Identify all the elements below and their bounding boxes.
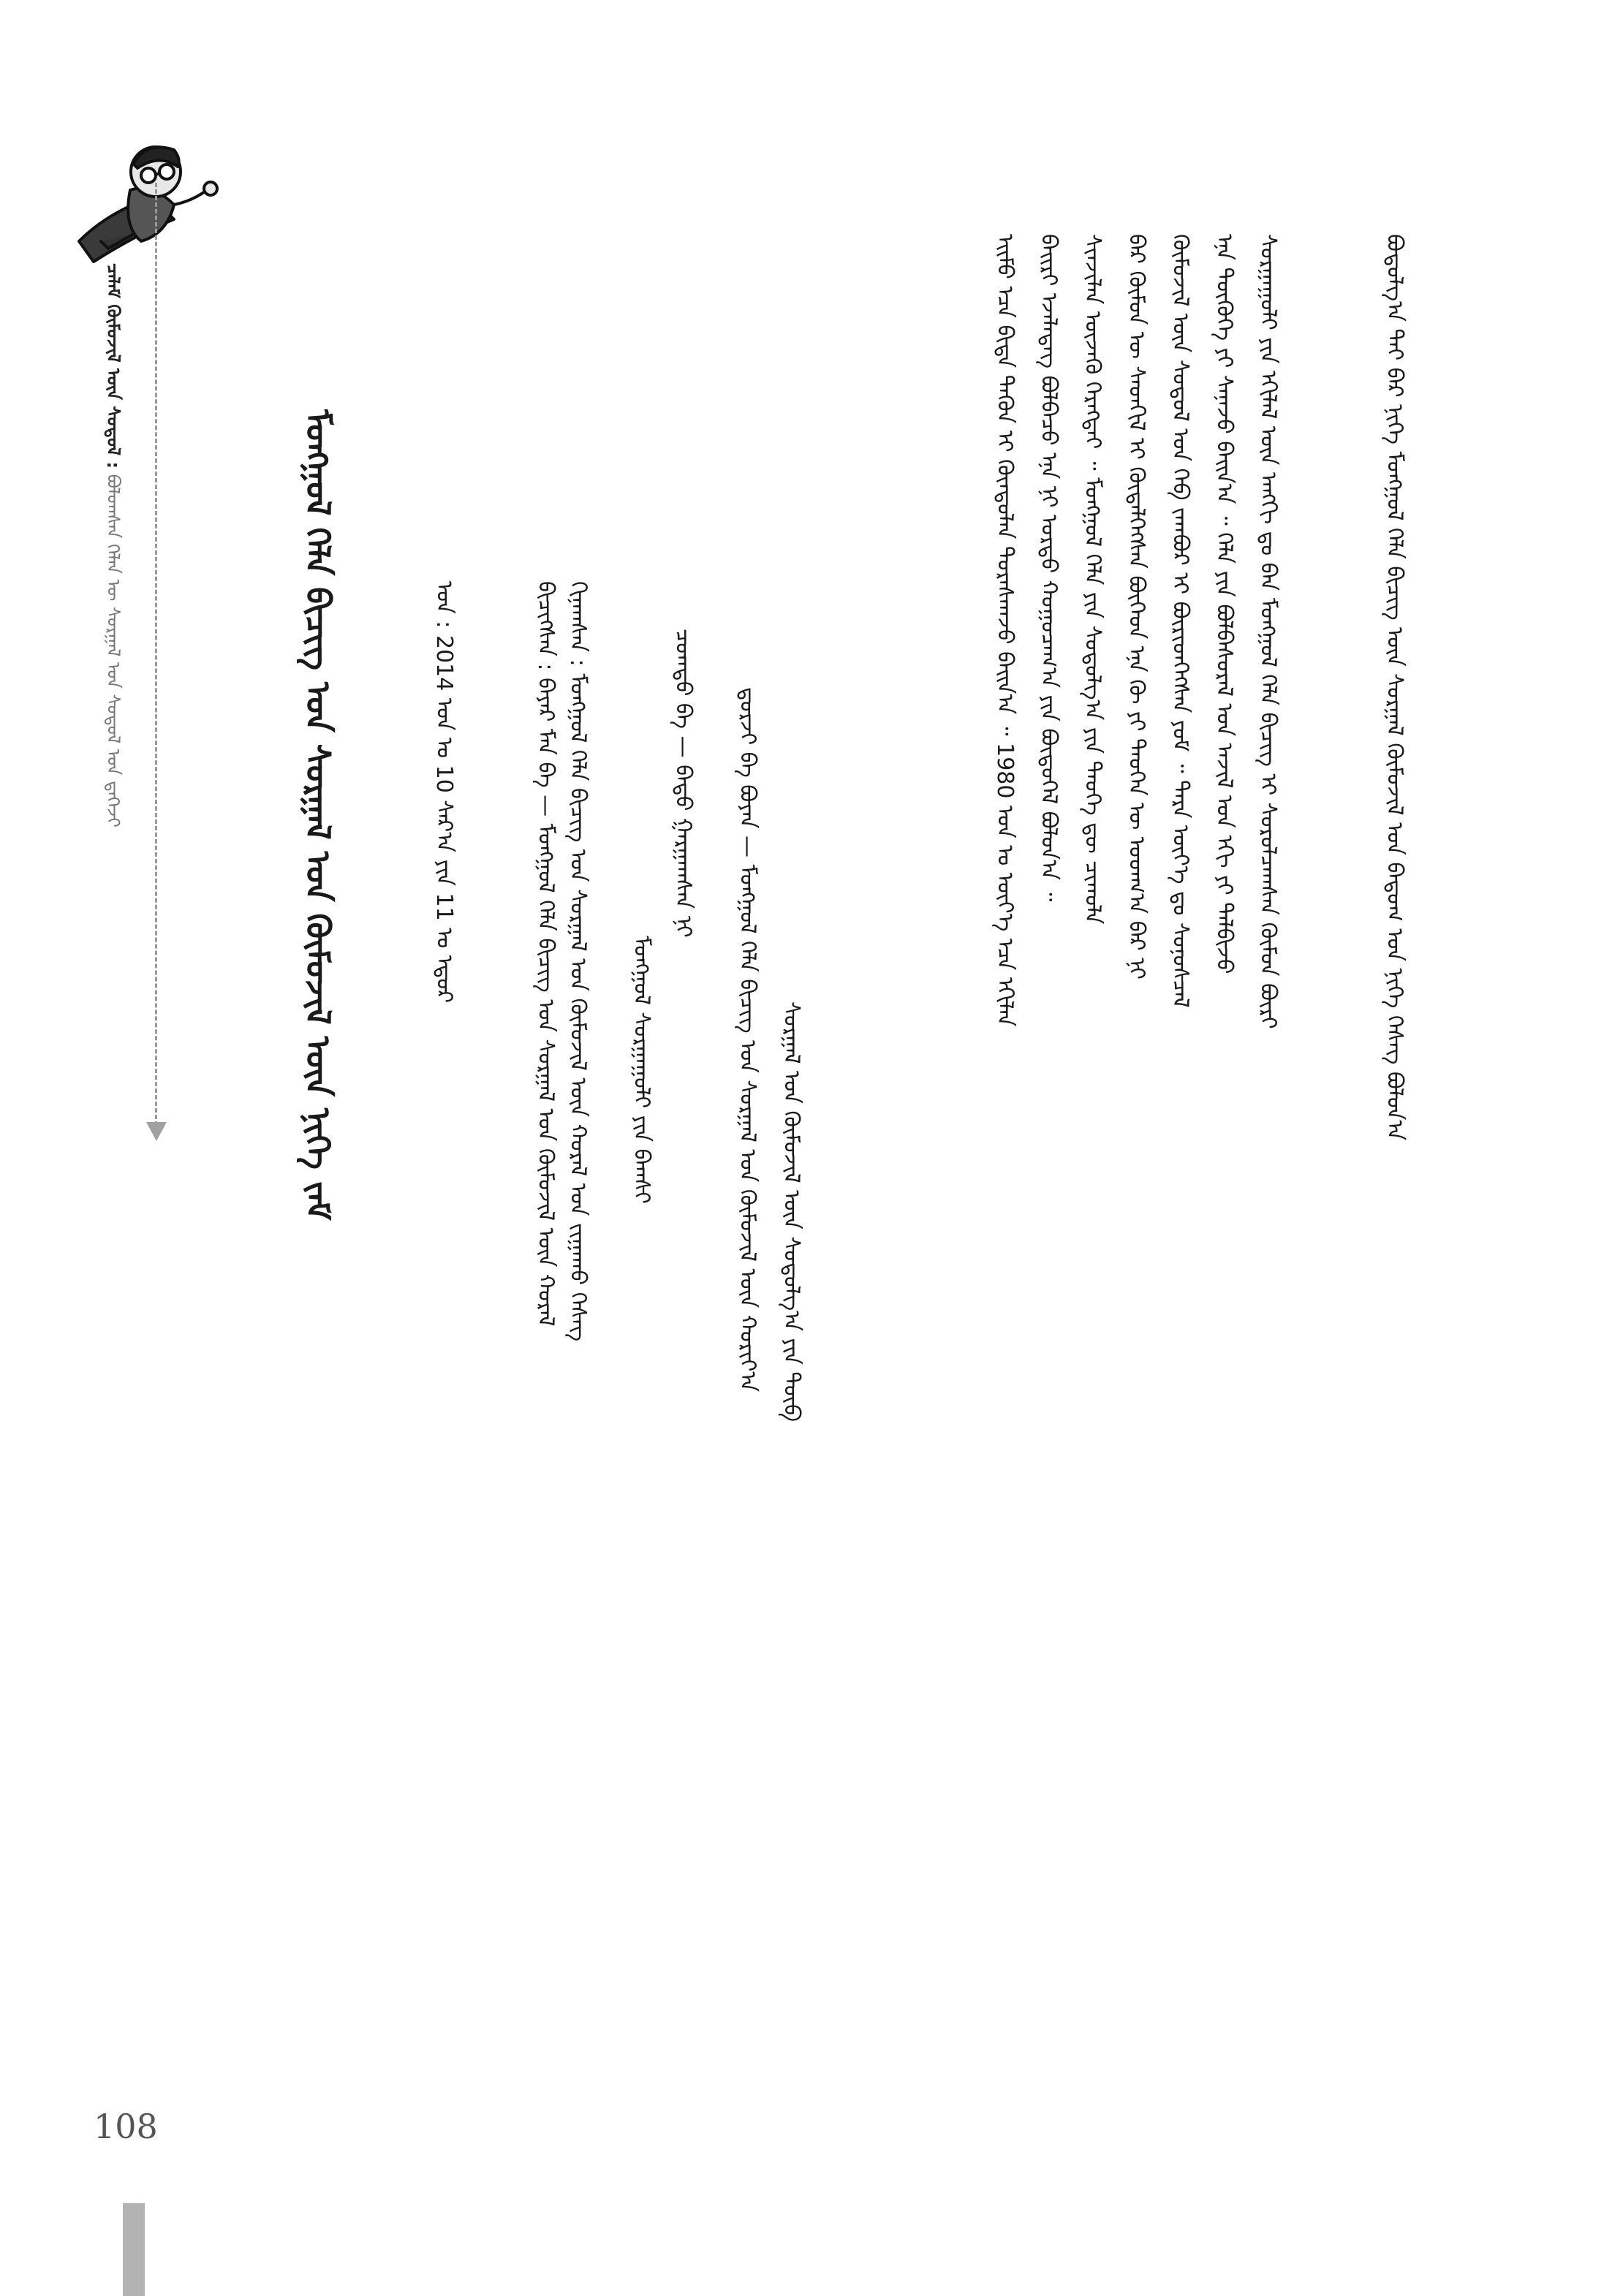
paragraph-column: ᠰᠤᠷᠭᠠᠭᠤᠯᠢ ᠶᠢᠨ ᠡᠬᠢᠯᠡᠯ ᠦᠨ ᠠᠩᠭᠢ ᠳᠤ ᠪᠡᠨ ᠮᠣᠩᠭᠣᠯ ᠬᠡᠯᠡ ᠪᠢᠴᠢᠭ ᠢ ᠰᠤᠷᠤᠯᠴᠠᠭᠰᠠᠨ ᠬᠦᠮᠦᠨ ᠪᠦᠷᠢ (1255, 234, 1281, 1029)
paragraph-column: ᠡᠢᠮᠦ ᠡᠴᠡ ᠪᠢᠳᠡ ᠲᠡᠭᠦᠨ ᠢ ᠬᠦᠨᠳᠦᠯᠡᠨ ᠳᠤᠷᠠᠰᠬᠠᠵᠤ ᠪᠠᠢᠨ᠎ᠠ ᠃ 1980 ᠣᠨ ᠤ ᠦᠶ᠎ᠡ ᠡᠴᠡ ᠡᠬᠢᠯᠡᠨ (992, 234, 1018, 1027)
signature-line: ᠳ᠋ᠣᠷᠵᠢ ᠪᠠ ᠪᠤᠶᠠᠨ — ᠮᠣᠩᠭᠣᠯ ᠬᠡᠯᠡ ᠪᠢᠴᠢᠭ ᠤᠨ ᠰᠤᠷᠭᠠᠯ ᠤᠨ ᠬᠦᠮᠦᠵᠢᠯ ᠦᠨ ᠬᠣᠷᠢᠶ᠎ᠠ (735, 687, 760, 1393)
running-header-section: ᠴᠠᠯᠠᠮ ᠬᠦᠮᠦᠵᠢᠯ ᠦᠨ ᠰᠤᠳᠤᠯ : (103, 263, 124, 469)
paragraph-column: ᠰᠢᠨᠵᠢᠯᠡᠨ ᠦᠵᠡᠬᠦ ᠬᠡᠷᠡᠭᠲᠡᠢ ᠃ ᠮᠣᠩᠭᠣᠯ ᠬᠡᠯᠡ ᠶᠢᠨ ᠰᠤᠳᠤᠯᠭ᠎ᠠ ᠶᠢᠨ ᠲᠡᠦᠬᠡ ᠳᠦ ᠴᠢᠬᠤᠯᠠ (1080, 234, 1105, 925)
paragraph-column: ᠪᠠᠢᠷᠢ ᠡᠵᠡᠯᠡᠳᠡᠭ ᠪᠣᠯᠪᠠᠴᠤ ᠡᠨᠡ ᠨᠢ ᠤᠷᠲᠤ ᠬᠤᠭᠤᠴᠠᠭ᠎ᠠ ᠶᠢᠨ ᠪᠦᠲᠦᠭᠡᠯ ᠪᠣᠯᠤᠨ᠎ᠠ ᠃ (1036, 234, 1062, 902)
signature-line: ᠪᠢᠴᠢᠭᠰᠡᠨ : ᠪᠠᠶᠠᠷ ᠮᠠᠨ ᠪᠠ — ᠮᠣᠩᠭᠣᠯ ᠬᠡᠯᠡ ᠪᠢᠴᠢᠭ ᠤᠨ ᠰᠤᠷᠭᠠᠯ ᠤᠨ ᠬᠦᠮᠦᠵᠢᠯ ᠦᠨ ᠬᠤᠷᠠᠯ (533, 581, 559, 1327)
page-number: 108 (94, 2107, 158, 2146)
mascot-illustration (64, 132, 225, 278)
signature-line: ᠰᠤᠷᠭᠠᠯ ᠤᠨ ᠬᠦᠮᠦᠵᠢᠯ ᠦᠨ ᠰᠤᠳᠤᠯᠭ᠎ᠠ ᠶᠢᠨ ᠲᠥᠪ (779, 1001, 804, 1422)
running-header-subtitle: ᠪᠣᠯᠤᠭᠰᠠᠨ ᠬᠡᠯᠡᠨ ᠦ ᠰᠤᠷᠭᠠᠯ ᠤᠨ ᠰᠤᠳᠤᠯ ᠤᠨ ᠳ᠋ᠡᠭᠡᠵᠢ (103, 474, 124, 827)
paragraph-column: ᠪᠠᠷ ᠬᠦᠮᠦᠨ ᠦ ᠰᠡᠳᠬᠢᠯ ᠢ ᠬᠥᠳᠡᠯᠭᠡᠭᠰᠡᠨ ᠪᠥᠭᠡᠳ ᠡᠨᠡ ᠬᠦ ᠶᠢ ᠲᠡᠦᠬᠡᠨ ᠦ ᠤᠳᠬ᠎ᠠ ᠪᠡᠷ ᠨᠢ (1124, 234, 1149, 980)
article-title: ᠮᠣᠩᠭᠣᠯ ᠬᠡᠯᠡ ᠪᠢᠴᠢᠭ ᠤᠨ ᠰᠤᠷᠭᠠᠯ ᠤᠨ ᠬᠦᠮᠦᠵᠢᠯ ᠦᠨ ᠨᠢᠭᠡ ᠵᠠᠮ (298, 409, 338, 1221)
header-dashed-line (155, 183, 157, 1126)
paragraph-column: ᠬᠦᠮᠦᠵᠢᠯ ᠦᠨ ᠰᠤᠳᠤᠯ ᠤᠨ ᠬᠡᠪ ᠵᠠᠭᠪᠤᠷ ᠢ ᠪᠦᠷᠢᠳᠬᠡᠭᠰᠡᠨ ᠶᠤᠮ ᠃ ᠲᠡᠷᠡ ᠦᠶ᠎ᠡ ᠳᠤ ᠰᠣᠨᠣᠰᠴᠠᠯ (1168, 234, 1193, 1008)
signature-line: ᠴᠣᠭᠲᠤ ᠪᠠ — ᠪᠠᠲᠤ ᠭᠠᠷᠭᠠᠭᠰᠠᠨ ᠨᠢ (670, 629, 696, 938)
signature-line: ᠬᠢᠨᠠᠭᠰᠠᠨ : ᠮᠣᠩᠭᠣᠯ ᠬᠡᠯᠡ ᠪᠢᠴᠢᠭ ᠤᠨ ᠰᠤᠷᠭᠠᠯ ᠤᠨ ᠬᠦᠮᠦᠵᠢᠯ ᠦᠨ ᠬᠤᠷᠠᠯ ᠤᠨ ᠵᠢᠭᠠᠬᠤ ᠬᠡᠰᠡᠭ (565, 581, 591, 1342)
header-arrow-icon (146, 1122, 167, 1141)
page-edge-bar (123, 2203, 145, 2296)
paragraph-column: ᠪᠣᠳᠤᠯᠭ᠎ᠠ ᠲᠠᠢ ᠪᠠᠷ ᠨᠢᠭᠡ ᠮᠣᠩᠭᠣᠯ ᠬᠡᠯᠡ ᠪᠢᠴᠢᠭ ᠦᠨ ᠰᠤᠷᠭᠠᠯ ᠬᠦᠮᠦᠵᠢᠯ ᠤᠨ ᠪᠠᠳᠤᠭ ᠤᠨ ᠨᠢᠭᠡ ᠬᠡᠰᠡᠭ ᠪᠣᠯᠤᠨ᠎ᠠ (1382, 234, 1407, 1141)
signature-line: ᠮᠣᠩᠭᠣᠯ ᠰᠤᠷᠭᠠᠭᠤᠯᠢ ᠶᠢᠨ ᠪᠠᠭᠰᠢ (629, 936, 654, 1204)
date-line: ᠣᠨ : 2014 ᠣᠨ ᠤ 10 ᠰᠠᠷ᠎ᠠ ᠶᠢᠨ 11 ᠤ ᠡᠳᠦᠷ (431, 581, 457, 1004)
paragraph-column: ᠡᠨᠡ ᠲᠦᠭᠦᠬᠡ ᠶᠢ ᠰᠠᠨᠠᠵᠤ ᠪᠠᠢᠨ᠎ᠠ ᠃ ᠬᠡᠯᠡ ᠶᠢᠨ ᠪᠣᠯᠪᠠᠰᠤᠷᠠᠯ ᠤᠨ ᠠᠵᠢᠯ ᠤᠨ ᠡᠬᠢ ᠶᠢ ᠲᠠᠯᠪᠢᠵᠤ (1211, 234, 1237, 974)
running-header (98, 263, 124, 1104)
